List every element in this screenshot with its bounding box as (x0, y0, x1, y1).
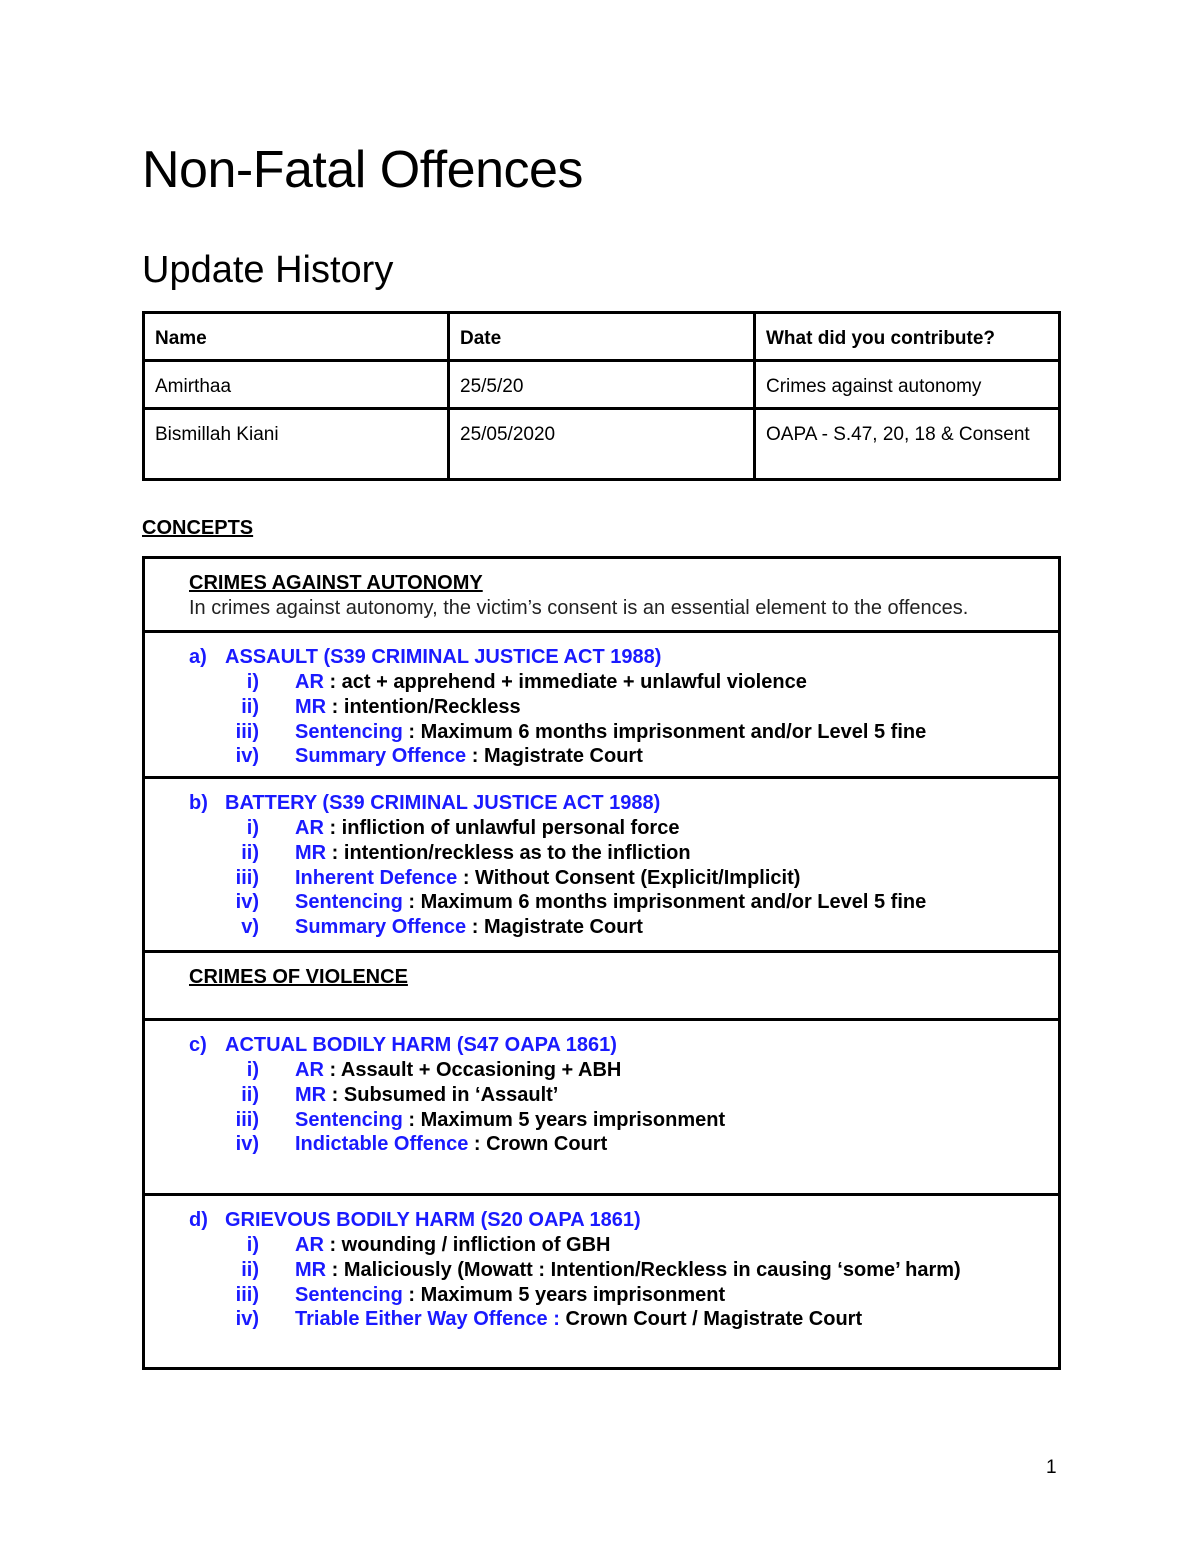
item-number: ii) (241, 1083, 259, 1106)
list-item (189, 670, 1058, 695)
offence-letter: a) (189, 646, 207, 668)
table-cell-name: Bismillah Kiani (144, 409, 449, 480)
item-term: Sentencing (295, 891, 403, 914)
item-number: iii) (235, 1108, 259, 1131)
offence-heading (189, 1208, 1058, 1233)
offence-title: ACTUAL BODILY HARM (S47 OAPA 1861) (225, 1034, 617, 1056)
table-cell-name: Amirthaa (144, 361, 449, 409)
item-term: MR (295, 1258, 327, 1281)
list-item (189, 1283, 1058, 1308)
concepts-box (142, 556, 1061, 1370)
item-number: iv) (235, 891, 259, 914)
table-row (144, 361, 1060, 409)
list-item (189, 1132, 1058, 1157)
table-cell-contribution: Crimes against autonomy (755, 361, 1060, 409)
item-text: Crown Court / Magistrate Court (559, 1308, 863, 1331)
update-history-title: Update History (142, 249, 394, 291)
item-text: : Without Consent (Explicit/Implicit) (457, 866, 801, 889)
list-item (189, 816, 1058, 841)
item-text: : Magistrate Court (466, 916, 643, 939)
concepts-label: CONCEPTS (142, 517, 254, 539)
list-item (189, 1108, 1058, 1133)
offence-heading (189, 645, 1058, 670)
item-number: v) (241, 916, 259, 939)
offence-heading (189, 791, 1058, 816)
item-number: i) (246, 1059, 259, 1081)
item-text: : Subsumed in ‘Assault’ (326, 1083, 559, 1106)
item-term: Sentencing (295, 1108, 403, 1131)
item-text: : wounding / infliction of GBH (323, 1234, 611, 1256)
item-number: i) (246, 817, 259, 839)
item-number: ii) (241, 695, 259, 718)
item-term: Sentencing (295, 720, 403, 743)
list-item (189, 1258, 1058, 1283)
item-term: Inherent Defence (295, 866, 458, 889)
table-cell-date: 25/05/2020 (449, 409, 755, 480)
item-term: Summary Offence (295, 916, 467, 939)
item-text: : Maximum 5 years imprisonment (402, 1283, 726, 1306)
list-item (189, 890, 1058, 915)
column-header-contribution: What did you contribute? (755, 313, 1060, 361)
update-history-table (142, 311, 1061, 481)
list-item (189, 1058, 1058, 1083)
offence-title: ASSAULT (S39 CRIMINAL JUSTICE ACT 1988) (225, 646, 662, 668)
list-item (189, 720, 1058, 745)
list-item (189, 1307, 1058, 1332)
offence-letter: d) (189, 1209, 208, 1231)
list-item (189, 1083, 1058, 1108)
offence-title: GRIEVOUS BODILY HARM (S20 OAPA 1861) (225, 1209, 641, 1231)
item-text: : Crown Court (468, 1133, 608, 1156)
item-number: iii) (235, 1283, 259, 1306)
item-number: i) (246, 1234, 259, 1256)
item-text: : Maximum 5 years imprisonment (402, 1108, 726, 1131)
item-term: AR (295, 671, 324, 693)
item-term: MR (295, 1083, 327, 1106)
offence-abh (145, 1018, 1058, 1193)
autonomy-section (145, 559, 1058, 630)
offence-assault (145, 630, 1058, 776)
item-number: iii) (235, 720, 259, 743)
violence-section (145, 950, 1058, 1018)
item-number: iv) (235, 1133, 259, 1156)
item-number: ii) (241, 841, 259, 864)
table-cell-date: 25/5/20 (449, 361, 755, 409)
item-term: Sentencing (295, 1283, 403, 1306)
offence-heading (189, 1033, 1058, 1058)
item-text: : intention/Reckless (326, 695, 521, 718)
violence-heading: CRIMES OF VIOLENCE (189, 966, 408, 988)
item-number: ii) (241, 1258, 259, 1281)
item-term: MR (295, 695, 327, 718)
item-text: : infliction of unlawful personal force (323, 817, 680, 839)
item-number: iv) (235, 745, 259, 768)
page-title: Non-Fatal Offences (142, 141, 583, 199)
offence-letter: b) (189, 792, 208, 814)
offence-title: BATTERY (S39 CRIMINAL JUSTICE ACT 1988) (225, 792, 661, 814)
table-header-row (144, 313, 1060, 361)
item-text: : intention/reckless as to the infliction (326, 841, 691, 864)
list-item (189, 866, 1058, 891)
list-item (189, 915, 1058, 940)
item-number: i) (246, 671, 259, 693)
autonomy-description: In crimes against autonomy, the victim’s consent is an essential element to the offences. (189, 597, 969, 619)
offence-letter: c) (189, 1034, 207, 1056)
list-item (189, 744, 1058, 769)
list-item (189, 841, 1058, 866)
autonomy-heading: CRIMES AGAINST AUTONOMY (189, 572, 483, 594)
item-text: : Maximum 6 months imprisonment and/or Level 5 fine (402, 891, 927, 914)
item-text: : Maximum 6 months imprisonment and/or Level 5 fine (402, 720, 927, 743)
column-header-name: Name (144, 313, 449, 361)
table-cell-contribution: OAPA - S.47, 20, 18 & Consent (755, 409, 1060, 480)
item-term: AR (295, 1234, 324, 1256)
item-number: iv) (235, 1308, 259, 1331)
list-item (189, 1233, 1058, 1258)
offence-gbh (145, 1193, 1058, 1367)
item-term: AR (295, 817, 324, 839)
item-text: : act + apprehend + immediate + unlawful violence (323, 671, 807, 693)
item-number: iii) (235, 866, 259, 889)
list-item (189, 695, 1058, 720)
item-term: Triable Either Way Offence : (295, 1308, 560, 1331)
item-term: Indictable Offence (295, 1133, 469, 1156)
item-term: MR (295, 841, 327, 864)
table-row (144, 409, 1060, 480)
item-term: Summary Offence (295, 745, 467, 768)
item-text: : Assault + Occasioning + ABH (323, 1059, 622, 1081)
page-number: 1 (1046, 1457, 1057, 1478)
item-text: : Magistrate Court (466, 745, 643, 768)
item-text: : Maliciously (Mowatt : Intention/Reckless in causing ‘some’ harm) (326, 1258, 961, 1281)
item-term: AR (295, 1059, 324, 1081)
offence-battery (145, 776, 1058, 950)
column-header-date: Date (449, 313, 755, 361)
